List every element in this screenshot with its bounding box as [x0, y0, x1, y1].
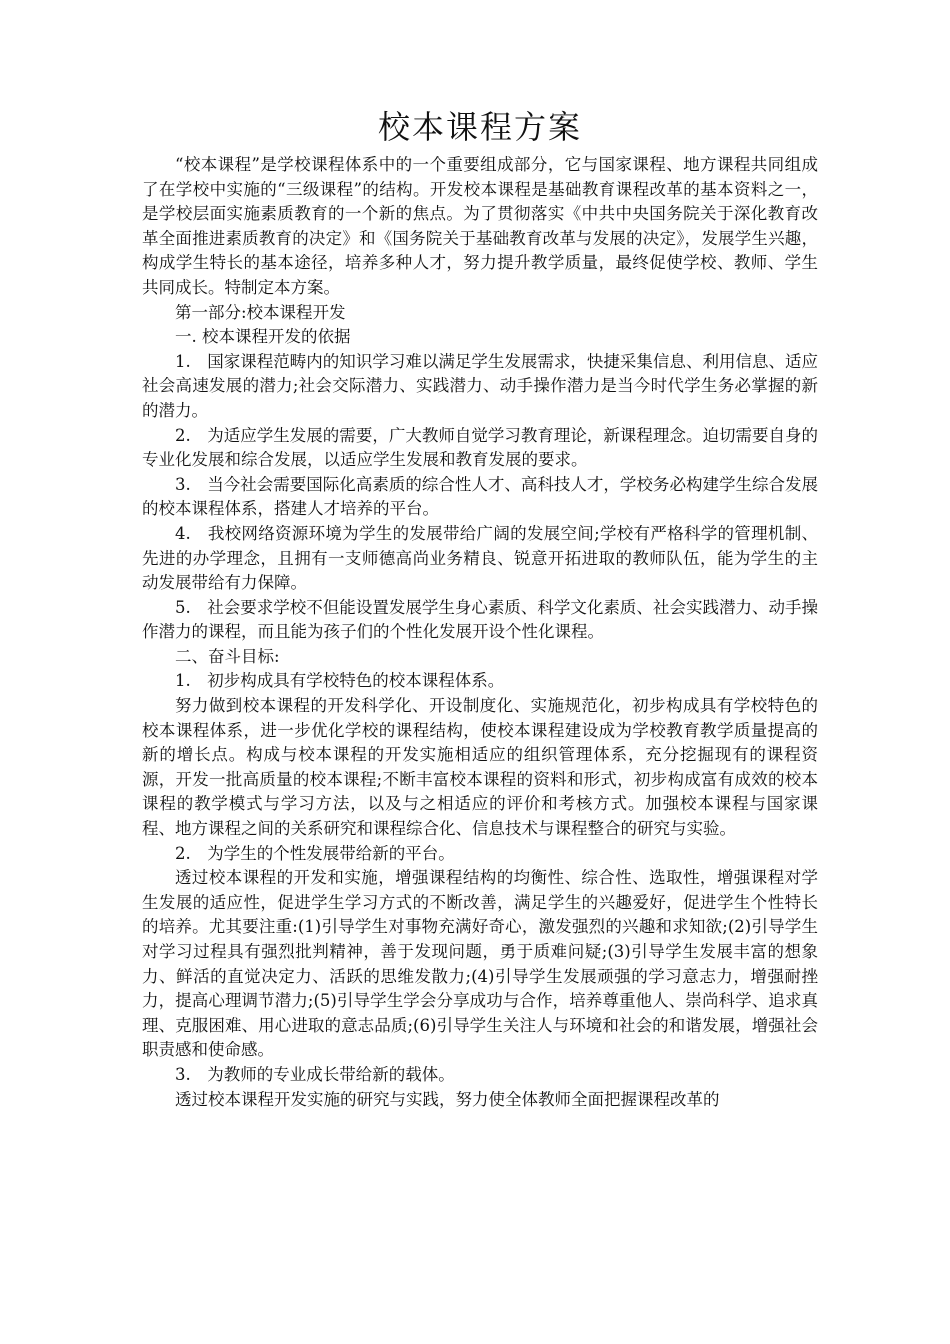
list-item-basis-1: 1. 国家课程范畴内的知识学习难以满足学生发展需求，快捷采集信息、利用信息、适应社会高速发展的潜力;社会交际潜力、实践潜力、动手操作潜力是当今时代学生务必掌握的新的潜力。 [142, 351, 818, 420]
list-item-basis-5: 5. 社会要求学校不但能设置发展学生身心素质、科学文化素质、社会实践潜力、动手操作潜力的课程，而且能为孩子们的个性化发展开设个性化课程。 [142, 597, 818, 642]
list-item-goal-3: 3. 为教师的专业成长带给新的载体。 [175, 1064, 455, 1084]
document-body [142, 153, 818, 1112]
paragraph-goal-2-detail: 透过校本课程的开发和实施，增强课程结构的均衡性、综合性、选取性，增强课程对学生发展的适应性，促进学生学习方式的不断改善，满足学生的兴趣爱好，促进学生个性特长的培养。尤其要注重:(1)引导学生对事物充满好奇心，激发强烈的兴趣和求知欲;(2)引导学生对学习过程具有强烈批判精神，善于发现问题，勇于质难问疑;(3)引导学生发展丰富的想象力、鲜活的直觉决定力、活跃的思维发散力;(4)引导学生发展顽强的学习意志力，增强耐挫力，提高心理调节潜力;(5)引导学生学会分享成功与合作，培养尊重他人、崇尚科学、追求真理、克服困难、用心进取的意志品质;(6)引导学生关注人与环境和社会的和谐发展，增强社会职责感和使命感。 [142, 868, 818, 1060]
subsection-heading-basis: 一. 校本课程开发的依据 [175, 327, 351, 347]
section-heading-part-one: 第一部分:校本课程开发 [175, 302, 346, 322]
list-item-goal-1: 1. 初步构成具有学校特色的校本课程体系。 [175, 671, 505, 691]
paragraph-goal-3-detail: 透过校本课程开发实施的研究与实践，努力使全体教师全面把握课程改革的 [175, 1089, 720, 1109]
list-item-basis-3: 3. 当今社会需要国际化高素质的综合性人才、高科技人才，学校务必构建学生综合发展的校本课程体系，搭建人才培养的平台。 [142, 474, 818, 519]
paragraph-goal-1-detail: 努力做到校本课程的开发科学化、开设制度化、实施规范化，初步构成具有学校特色的校本课程体系，进一步优化学校的课程结构，使校本课程建设成为学校教育教学质量提高的新的增长点。构成与校本课程的开发实施相适应的组织管理体系，充分挖掘现有的课程资源，开发一批高质量的校本课程;不断丰富校本课程的资料和形式，初步构成富有成效的校本课程的教学模式与学习方法，以及与之相适应的评价和考核方式。加强校本课程与国家课程、地方课程之间的关系研究和课程综合化、信息技术与课程整合的研究与实验。 [142, 696, 818, 839]
list-item-basis-2: 2. 为适应学生发展的需要，广大教师自觉学习教育理论，新课程理念。迫切需要自身的专业化发展和综合发展，以适应学生发展和教育发展的要求。 [142, 425, 818, 470]
list-item-goal-2: 2. 为学生的个性发展带给新的平台。 [175, 843, 455, 863]
document-title: 校本课程方案 [377, 108, 582, 146]
paragraph-intro: “校本课程”是学校课程体系中的一个重要组成部分，它与国家课程、地方课程共同组成了在学校中实施的“三级课程”的结构。开发校本课程是基础教育课程改革的基本资料之一，是学校层面实施素质教育的一个新的焦点。为了贯彻落实《中共中央国务院关于深化教育改革全面推进素质教育的决定》和《国务院关于基础教育改革与发展的决定》，发展学生兴趣，构成学生特长的基本途径，培养多种人才，努力提升教学质量，最终促使学校、教师、学生共同成长。特制定本方案。 [142, 155, 818, 297]
list-item-basis-4: 4. 我校网络资源环境为学生的发展带给广阔的发展空间;学校有严格科学的管理机制、先进的办学理念，且拥有一支师德高尚业务精良、锐意开拓进取的教师队伍，能为学生的主动发展带给有力保障。 [142, 523, 818, 593]
subsection-heading-goals: 二、奋斗目标: [175, 646, 280, 666]
document-page [142, 0, 818, 1112]
